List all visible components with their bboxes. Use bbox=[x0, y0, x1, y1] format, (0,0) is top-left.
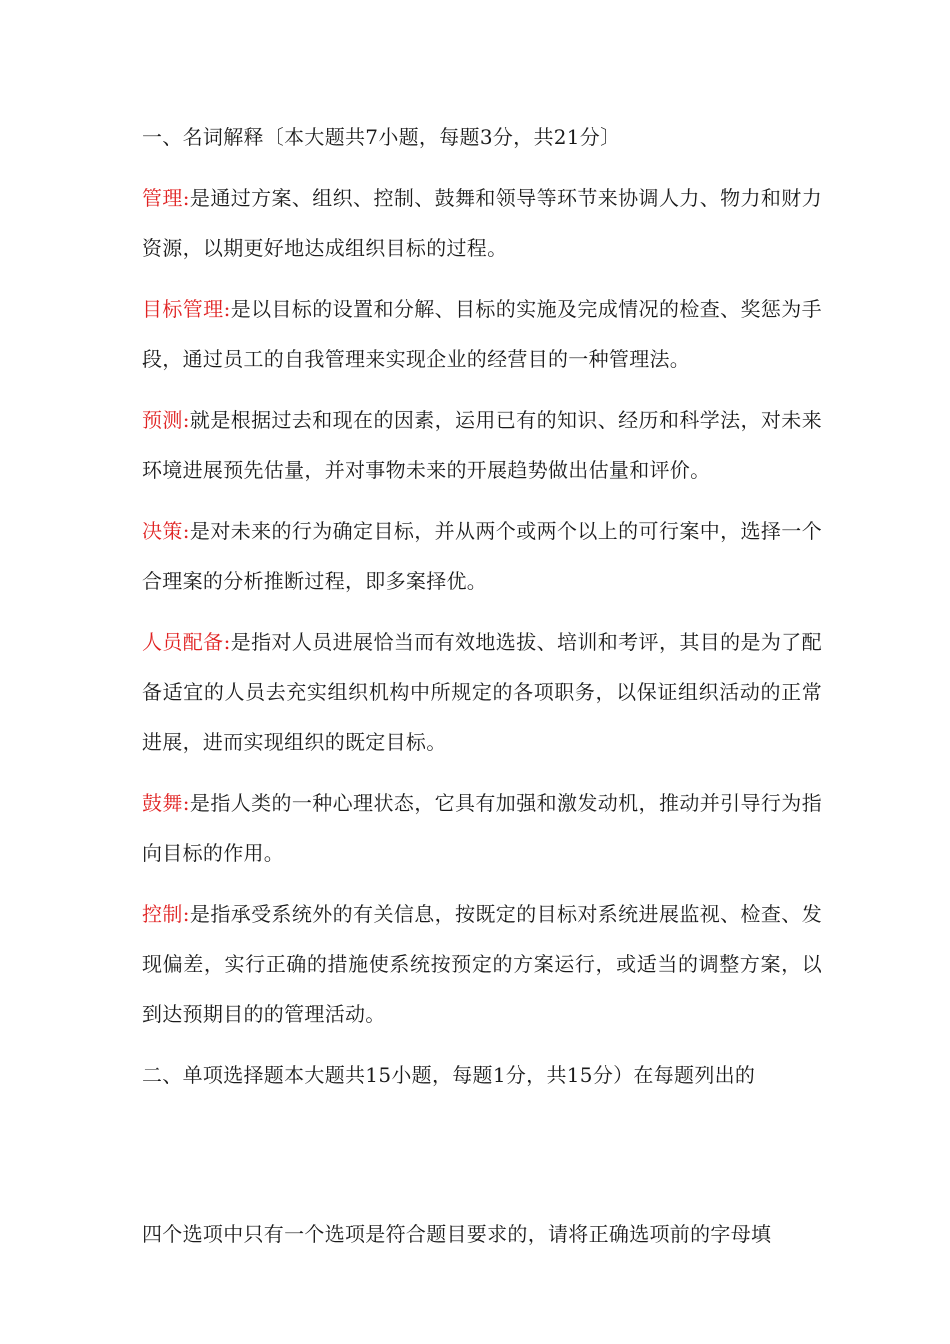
term-entry-control bbox=[142, 889, 822, 1039]
term-label: 预测: bbox=[142, 408, 190, 432]
term-definition: 是对未来的行为确定目标，并从两个或两个以上的可行案中，选择一个合理案的分析推断过程，即多案择优。 bbox=[142, 519, 822, 593]
term-label: 目标管理: bbox=[142, 297, 231, 321]
term-label: 管理: bbox=[142, 186, 190, 210]
term-label: 鼓舞: bbox=[142, 791, 190, 815]
document-content bbox=[142, 112, 822, 1111]
section1-heading: 一、名词解释〔本大题共7小题，每题3分，共21分〕 bbox=[142, 125, 621, 149]
term-definition: 就是根据过去和现在的因素，运用已有的知识、经历和科学法，对未来环境进展预先估量，并对事物未来的开展趋势做出估量和评价。 bbox=[142, 408, 822, 482]
term-definition: 是以目标的设置和分解、目标的实施及完成情况的检查、奖惩为手段，通过员工的自我管理来实现企业的经营目的一种管理法。 bbox=[142, 297, 822, 371]
term-entry-management bbox=[142, 173, 822, 273]
term-entry-motivation bbox=[142, 778, 822, 878]
term-definition: 是指承受系统外的有关信息，按既定的目标对系统进展监视、检查、发现偏差，实行正确的措施使系统按预定的方案运行，或适当的调整方案，以到达预期目的的管理活动。 bbox=[142, 902, 822, 1026]
term-label: 控制: bbox=[142, 902, 190, 926]
term-entry-mbo bbox=[142, 284, 822, 384]
term-definition: 是指对人员进展恰当而有效地选拔、培训和考评，其目的是为了配备适宜的人员去充实组织机构中所规定的各项职务，以保证组织活动的正常进展，进而实现组织的既定目标。 bbox=[142, 630, 822, 754]
section2-heading: 二、单项选择题本大题共15小题，每题1分，共15分）在每题列出的 bbox=[142, 1063, 756, 1087]
term-entry-decision bbox=[142, 506, 822, 606]
term-definition: 是通过方案、组织、控制、鼓舞和领导等环节来协调人力、物力和财力资源，以期更好地达成组织目标的过程。 bbox=[142, 186, 822, 260]
term-entry-forecast bbox=[142, 395, 822, 495]
section2-continuation: 四个选项中只有一个选项是符合题目要求的，请将正确选项前的字母填 bbox=[142, 1222, 772, 1246]
term-definition: 是指人类的一种心理状态，它具有加强和激发动机，推动并引导行为指向目标的作用。 bbox=[142, 791, 822, 865]
term-entry-staffing bbox=[142, 617, 822, 767]
term-label: 决策: bbox=[142, 519, 190, 543]
term-label: 人员配备: bbox=[142, 630, 231, 654]
